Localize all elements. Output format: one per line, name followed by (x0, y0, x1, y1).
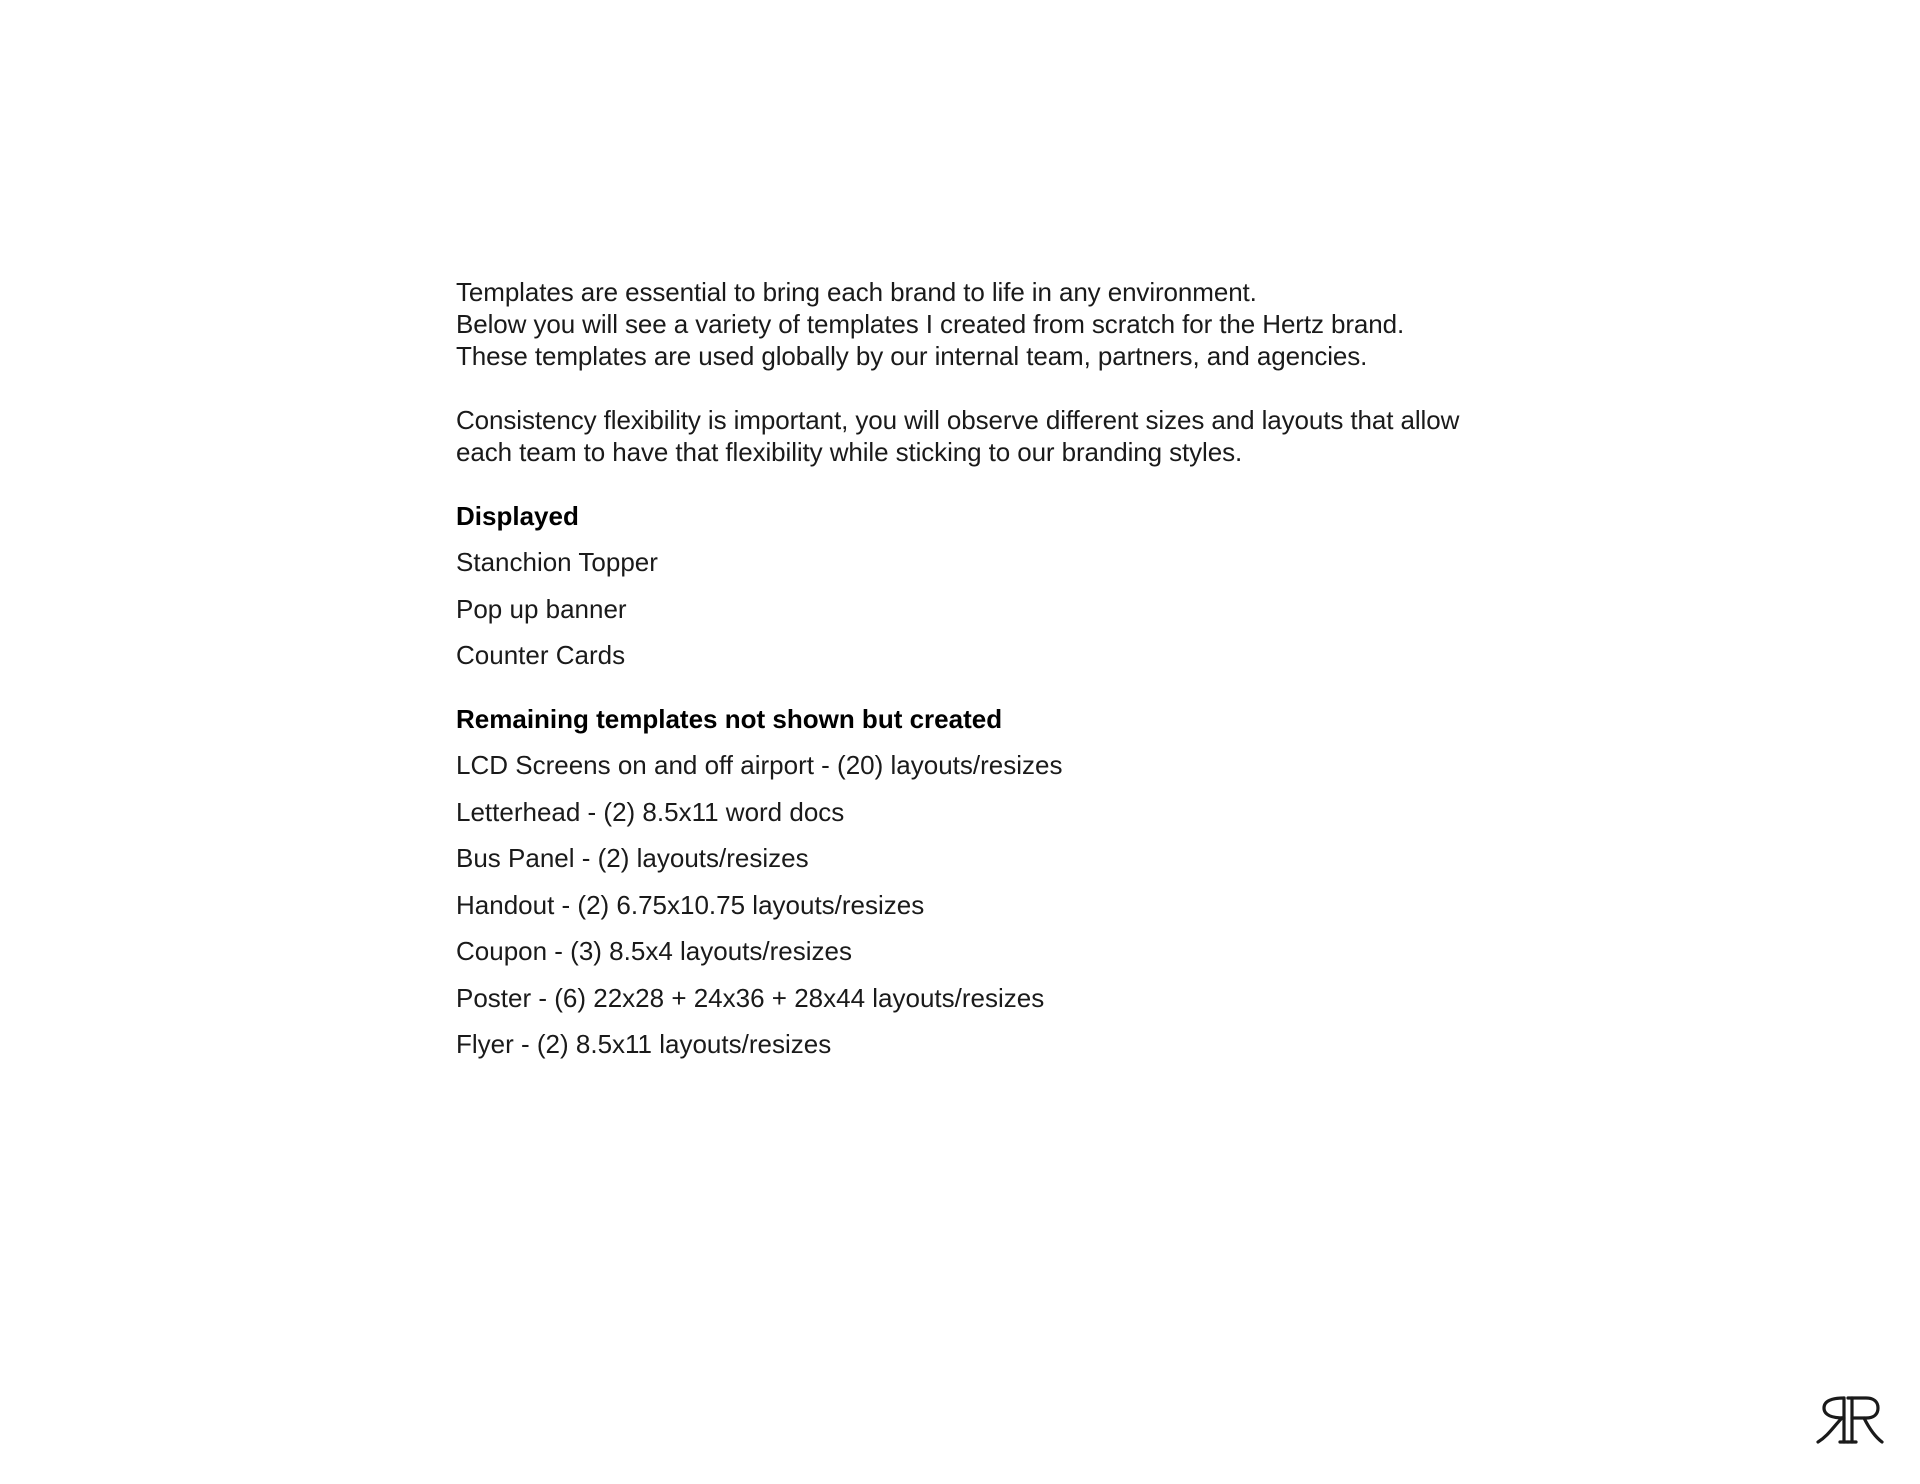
intro-line: Templates are essential to bring each brand to life in any environment. (456, 277, 1257, 307)
displayed-list (456, 546, 1556, 671)
list-item: Poster - (6) 22x28 + 24x36 + 28x44 layouts/resizes (456, 982, 1045, 1013)
intro-line: each team to have that flexibility while sticking to our branding styles. (456, 437, 1243, 467)
list-item: Handout - (2) 6.75x10.75 layouts/resizes (456, 889, 925, 920)
list-item: LCD Screens on and off airport - (20) layouts/resizes (456, 750, 1063, 780)
list-item: Letterhead - (2) 8.5x11 word docs (456, 796, 845, 827)
list-item: Flyer - (2) 8.5x11 layouts/resizes (456, 1029, 832, 1059)
intro-line: Below you will see a variety of templates I created from scratch for the Hertz brand. (456, 309, 1405, 339)
document-content (456, 276, 1556, 1060)
monogram-logo-icon (1812, 1392, 1886, 1446)
list-item: Bus Panel - (2) layouts/resizes (456, 843, 809, 873)
intro-text (456, 276, 1556, 468)
intro-paragraph-2 (456, 404, 1556, 468)
list-item: Pop up banner (456, 593, 627, 624)
list-item: Coupon - (3) 8.5x4 layouts/resizes (456, 936, 852, 966)
list-item: Counter Cards (456, 640, 626, 670)
displayed-heading: Displayed (456, 501, 579, 531)
remaining-list (456, 749, 1556, 1060)
remaining-heading: Remaining templates not shown but created (456, 704, 1003, 734)
intro-paragraph-1 (456, 276, 1556, 372)
intro-line: Consistency flexibility is important, you will observe different sizes and layouts that allow (456, 405, 1460, 435)
intro-line: These templates are used globally by our internal team, partners, and agencies. (456, 341, 1368, 371)
list-item: Stanchion Topper (456, 547, 658, 577)
